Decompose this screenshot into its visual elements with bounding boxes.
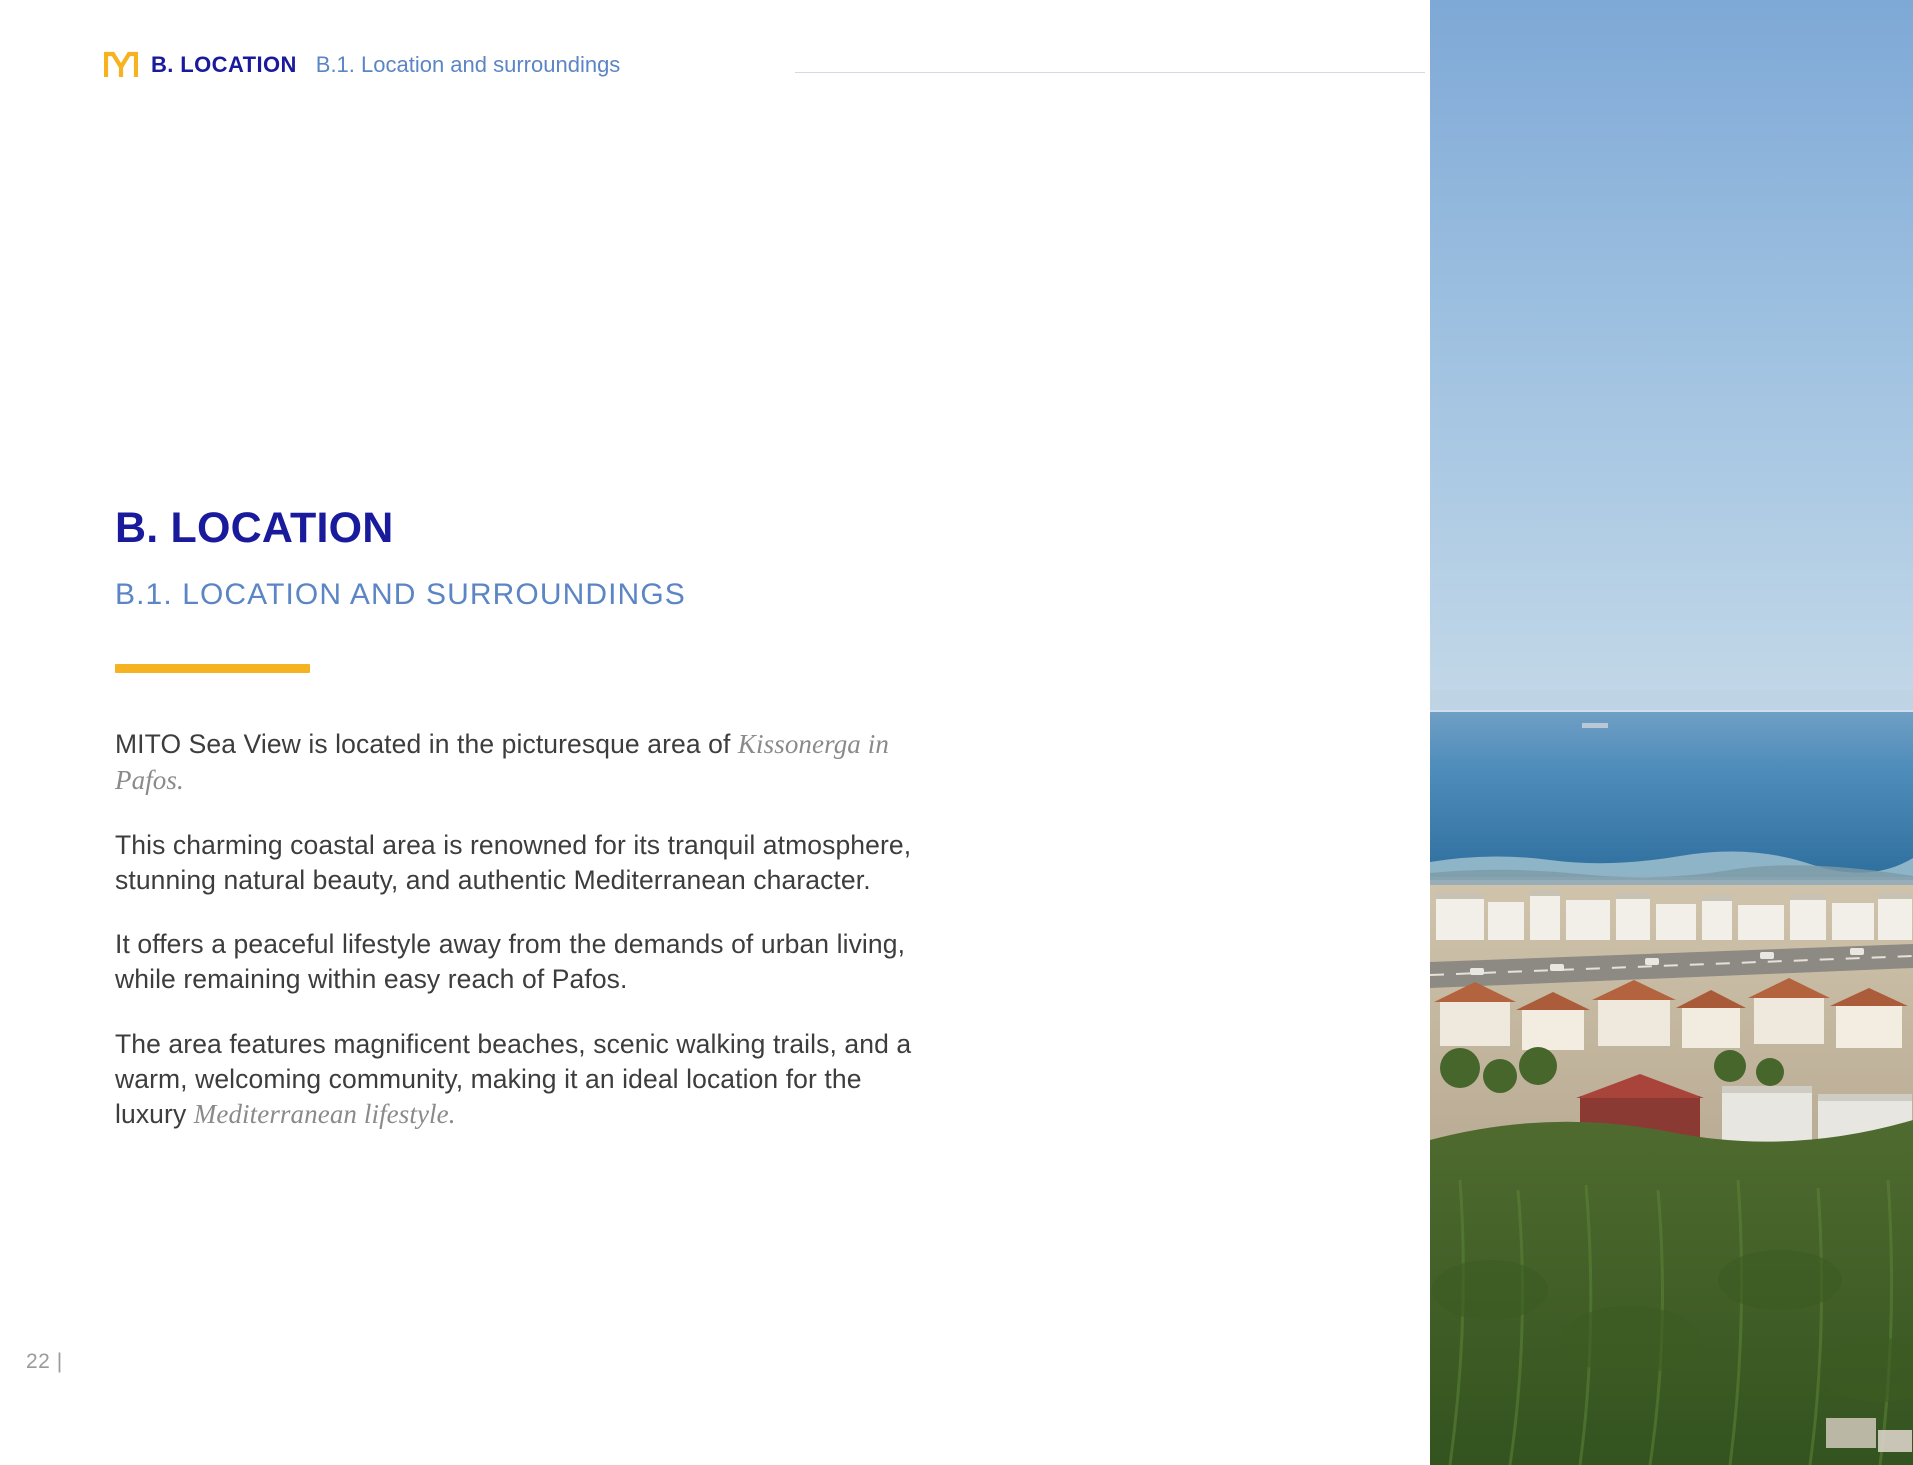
paragraph	[115, 1027, 925, 1133]
body-text-block	[115, 727, 925, 1132]
mito-m-logo-icon	[104, 51, 138, 79]
page-subtitle: B.1. LOCATION AND SURROUNDINGS	[115, 578, 686, 612]
header-section-label: B.1. Location and surroundings	[315, 52, 621, 77]
paragraph-text: MITO Sea View is located in the picturesque area of	[115, 729, 738, 760]
header-divider	[795, 72, 1425, 73]
header-chapter-label: B. LOCATION	[151, 52, 297, 77]
coastal-photo	[1430, 0, 1913, 1465]
paragraph-text: It offers a peaceful lifestyle away from the demands of urban living, while remaining within easy reach of Pafos.	[115, 929, 906, 995]
paragraph	[115, 927, 925, 998]
paragraph	[115, 828, 925, 899]
paragraph-emphasis: Kissonerga in Pafos.	[115, 729, 889, 795]
main-content	[115, 505, 955, 1132]
paragraph-text: This charming coastal area is renowned for its tranquil atmosphere, stunning natural beauty, and authentic Mediterranean character.	[115, 829, 912, 895]
page-number: 22 |	[26, 1350, 63, 1373]
paragraph-emphasis: Mediterranean lifestyle.	[193, 1098, 456, 1129]
page-title: B. LOCATION	[115, 504, 394, 552]
accent-divider	[115, 664, 310, 673]
page-header	[104, 48, 620, 82]
paragraph	[115, 727, 925, 798]
paragraph-text: The area features magnificent beaches, scenic walking trails, and a warm, welcoming community, making it an ideal location for the luxury	[115, 1028, 912, 1129]
